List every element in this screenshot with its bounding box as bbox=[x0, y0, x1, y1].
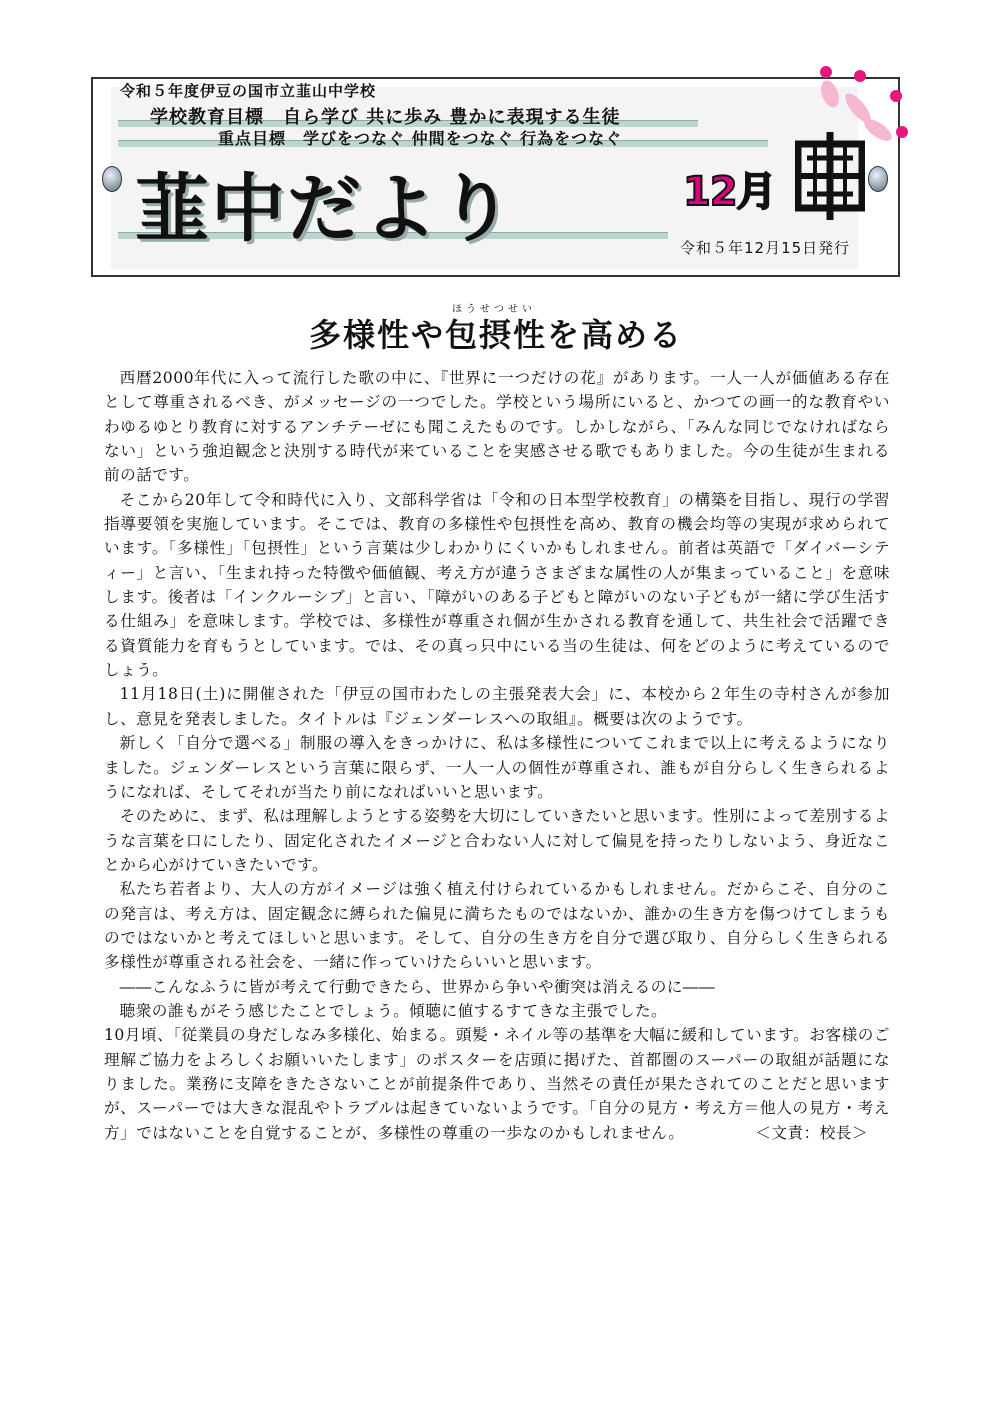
paragraph: 私たち若者より、大人の方がイメージは強く植え付けられているかもしれません。だからこそ、自分のこの発言は、考え方は、固定観念に縛られた偏見に満ちたものではないか、誰かの生き方を傷つけてしまうものではないかと考えてほしいと思います。そして、自分の生き方を自分で選び取り、自分らしく生きられる多様性が尊重される社会を、一緒に作っていけたらいいと思います。 bbox=[104, 880, 890, 972]
paragraph: ――こんなふうに皆が考えて行動できたら、世界から争いや衝突は消えるのに―― bbox=[119, 977, 716, 996]
month-badge: 12月 bbox=[683, 169, 776, 215]
school-name: 令和５年度伊豆の国市立韮山中学校 bbox=[120, 82, 377, 100]
right-knob-icon bbox=[868, 166, 888, 192]
paragraph: 新しく「自分で選べる」制服の導入をきっかけに、私は多様性についてこれまで以上に考えるようになりました。ジェンダーレスという言葉に限らず、一人一人の個性が尊重され、誰もが自分らしく生きられるようになれば、そしてそれが当たり前になればいいと思います。 bbox=[104, 734, 890, 801]
issue-date: 令和５年12月15日発行 bbox=[680, 239, 851, 257]
article-body bbox=[104, 366, 890, 1145]
closing-text: 10月頃、「従業員の身だしなみ多様化、始まる。頭髪・ネイル等の基準を大幅に緩和しています。お客様のご理解ご協力をよろしくお願いいたします」のポスターを店頭に掲げた、首都圏のスーパーの取組が話題になりました。業務に支障をきたさないことが前提条件であり、当然その責任が果たされてのことだと思いますが、スーパーでは大きな混乱やトラブルは起きていないようです。「自分の見方・考え方＝他人の見方・考え方」ではないことを自覚することが、多様性の尊重の一歩なのかもしれません。 bbox=[104, 1026, 890, 1142]
paragraph: 聴衆の誰もがそう感じたことでしょう。傾聴に値するすてきな主張でした。 bbox=[119, 1001, 668, 1020]
newsletter-title: 韮中だより bbox=[135, 166, 515, 252]
paragraph: そこから20年して令和時代に入り、文部科学省は「令和の日本型学校教育」の構築を目指し、現行の学習指導要領を実施しています。そこでは、教育の多様性や包摂性を高め、教育の機会均等の実現が求められています。「多様性」「包摂性」という言葉は少しわかりにくいかもしれません。前者は英語で「ダイバーシティー」と言い、「生まれ持った特徴や価値観、考え方が違うさまざまな属性の人が集まっていること」を意味します。後者は「インクルーシブ」と言い、「障がいのある子どもと障がいのない子どもが一緒に学び生活する仕組み」を意味します。学校では、多様性が尊重され個が生かされる教育を通して、共生社会で活躍できる資質能力を育もうとしています。では、その真っ只中にいる当の生徒は、何をどのように考えているのでしょう。 bbox=[104, 490, 890, 680]
sparkle-decoration-icon bbox=[808, 60, 918, 160]
headline-ruby: ほうせつせい bbox=[452, 304, 536, 315]
closing-paragraph bbox=[104, 1023, 890, 1145]
paragraph: 西暦2000年代に入って流行した歌の中に、『世界に一つだけの花』があります。一人一人が価値ある存在として尊重されるべき、がメッセージの一つでした。学校という場所にいると、かつての画一的な教育やいわゆるゆとり教育に対するアンチテーゼにも聞こえたものです。しかしながら、「みんな同じでなければならない」という強迫観念と決別する時代が来ていることを実感させる歌でもありました。今の生徒が生まれる前の話です。 bbox=[104, 369, 890, 485]
paragraph: 11月18日(土)に開催された「伊豆の国市わたしの主張発表大会」に、本校から２年生の寺村さんが参加し、意見を発表しました。タイトルは『ジェンダーレスへの取組』。概要は次のようです。 bbox=[104, 685, 890, 728]
focus-goal: 重点目標 学びをつなぐ 仲間をつなぐ 行為をつなぐ bbox=[218, 129, 623, 148]
paragraph: そのために、まず、私は理解しようとする姿勢を大切にしていきたいと思います。性別によって差別するような言葉を口にしたり、固定化されたイメージと合わない人に対して偏見を持ったりしないよう、身近なことから心がけていきたいです。 bbox=[104, 807, 890, 874]
school-goal: 学校教育目標 自ら学び 共に歩み 豊かに表現する生徒 bbox=[150, 107, 621, 128]
author-credit: ＜文責：校長＞ bbox=[755, 1123, 868, 1142]
article-headline: 多様性や包摂性を高める bbox=[308, 316, 683, 354]
left-knob-icon bbox=[102, 166, 122, 192]
